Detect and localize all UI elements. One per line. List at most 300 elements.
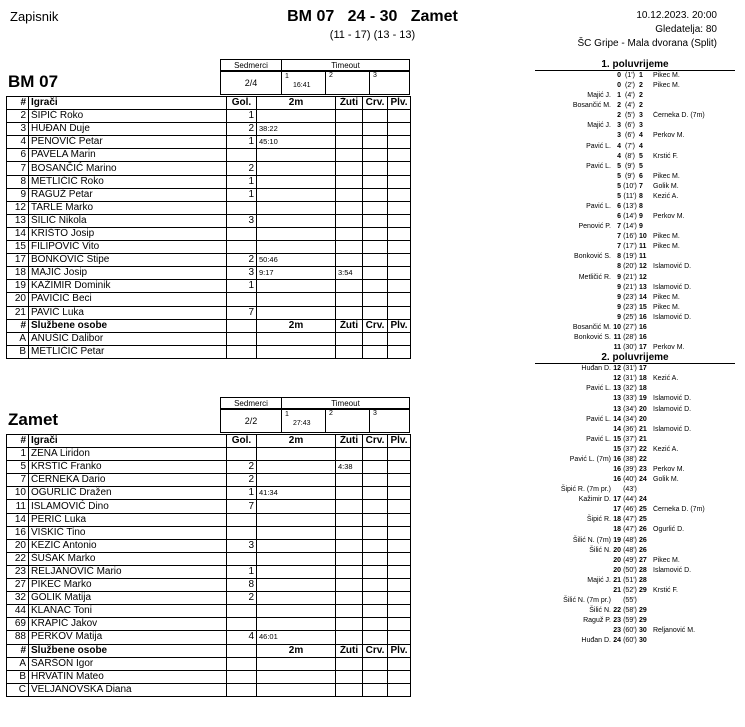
away-scorer: Ogurlić D.: [653, 526, 685, 534]
away-score: 17: [639, 344, 647, 352]
away-scorer: [653, 515, 735, 525]
goal-event-row: [535, 455, 735, 465]
home-score: 14: [613, 415, 621, 423]
home-score: 9: [617, 313, 621, 321]
away-score: 18: [639, 375, 647, 383]
away-score: 26: [639, 536, 647, 544]
goals-header: [227, 644, 257, 657]
player-number: 5: [7, 461, 29, 474]
player-row: [7, 631, 411, 644]
away-scorer: [653, 455, 735, 465]
player-goals: 1: [227, 280, 257, 293]
goal-event-row: [535, 212, 735, 222]
event-minute: (23'): [623, 293, 637, 301]
player-row: [7, 136, 411, 149]
home-score: 18: [613, 516, 621, 524]
away-scorer: [653, 333, 735, 343]
player-yellow: [336, 110, 363, 123]
team2-name: Zamet: [8, 410, 59, 429]
goal-event-row: [535, 101, 735, 111]
player-row: [7, 618, 411, 631]
player-suspension: [257, 306, 336, 319]
player-yellow: [336, 474, 363, 487]
goal-event-row: [535, 262, 735, 272]
player-number: 88: [7, 631, 29, 644]
player-row: [7, 241, 411, 254]
away-score: 10: [639, 233, 647, 241]
player-red: [363, 448, 388, 461]
home-score: 5: [617, 192, 621, 200]
player-suspension: [257, 592, 336, 605]
sedmerci-label: Sedmerci: [221, 398, 282, 409]
event-minute: (23'): [623, 303, 637, 311]
team1-timeout-1: [282, 72, 326, 95]
goals-header: Gol.: [227, 435, 257, 448]
goal-event-row: [535, 495, 735, 505]
player-row: [7, 579, 411, 592]
player-goals: 2: [227, 461, 257, 474]
home-score: 12: [613, 375, 621, 383]
home-score: 15: [613, 435, 621, 443]
player-row: [7, 149, 411, 162]
officials-header: Službene osobe: [29, 319, 227, 332]
player-name: FILIPOVIĆ Vito: [29, 241, 227, 254]
goal-event-row: [535, 576, 735, 586]
player-suspension: [257, 474, 336, 487]
home-scorer: [535, 303, 613, 313]
player-name: BONKOVIĆ Stipe: [29, 254, 227, 267]
away-scorer: Perkov M.: [653, 344, 685, 352]
player-name: ČERNEKA Dario: [29, 474, 227, 487]
player-number: 12: [7, 201, 29, 214]
event-minute: (9'): [625, 162, 635, 170]
player-yellow: [336, 605, 363, 618]
player-yellow: [336, 254, 363, 267]
blue-header: Plv.: [388, 97, 411, 110]
player-number: 27: [7, 579, 29, 592]
player-blue: [388, 201, 411, 214]
player-name: PAVELA Marin: [29, 149, 227, 162]
player-blue: [388, 306, 411, 319]
home-scorer: Majić J.: [587, 576, 611, 584]
home-scorer: [535, 262, 613, 272]
goal-event-row: [535, 445, 735, 455]
official-cell: [336, 670, 363, 683]
player-red: [363, 605, 388, 618]
home-scorer: [535, 242, 613, 252]
player-blue: [388, 487, 411, 500]
home-score: 22: [613, 607, 621, 615]
away-scorer: [653, 364, 735, 374]
away-scorer: [653, 415, 735, 425]
home-score: 6: [617, 203, 621, 211]
event-minute: (20'): [623, 263, 637, 271]
player-number: 10: [7, 487, 29, 500]
official-cell: [363, 657, 388, 670]
home-score: 2: [617, 102, 621, 110]
away-scorer: Pikec M.: [653, 303, 680, 311]
event-minute: (6'): [625, 122, 635, 130]
away-score: 22: [639, 455, 647, 463]
player-row: [7, 267, 411, 280]
home-scorer: [535, 293, 613, 303]
goal-event-row: [535, 596, 735, 606]
match-title: BM 07 24 - 30 Zamet: [287, 8, 458, 25]
event-minute: (49'): [623, 556, 637, 564]
player-blue: [388, 526, 411, 539]
home-scorer: [535, 505, 613, 515]
home-score: 16: [613, 455, 621, 463]
player-number: 22: [7, 552, 29, 565]
player-row: [7, 474, 411, 487]
away-scorer: [653, 162, 735, 172]
player-row: [7, 487, 411, 500]
event-minute: (19'): [623, 253, 637, 261]
home-score: 17: [613, 496, 621, 504]
away-scorer: Pikec M.: [653, 233, 680, 241]
player-name: KRSTIĆ Franko: [29, 461, 227, 474]
goal-event-row: [535, 566, 735, 576]
away-scorer: Islamović D.: [653, 425, 692, 433]
red-header: Crv.: [363, 319, 388, 332]
official-cell: [388, 670, 411, 683]
event-minute: (31'): [623, 375, 637, 383]
player-yellow: 4:38: [336, 461, 363, 474]
player-red: [363, 267, 388, 280]
home-scorer: Šilić N.: [589, 546, 611, 554]
player-blue: [388, 500, 411, 513]
team2-timeout-3: 3: [370, 410, 410, 433]
player-number: 7: [7, 474, 29, 487]
player-row: [7, 526, 411, 539]
official-cell: [257, 670, 336, 683]
away-scorer: Pikec M.: [653, 82, 680, 90]
official-cell: [388, 683, 411, 696]
home-scorer: Bosančić M.: [572, 102, 611, 110]
player-yellow: [336, 136, 363, 149]
hash-header: #: [7, 97, 29, 110]
player-name: GOLIK Matija: [29, 592, 227, 605]
player-number: 23: [7, 565, 29, 578]
player-name: ŠIPIĆ Roko: [29, 110, 227, 123]
event-minute: (16'): [623, 233, 637, 241]
player-number: 3: [7, 123, 29, 136]
goal-event-row: [535, 384, 735, 394]
home-score: 14: [613, 425, 621, 433]
home-score: 15: [613, 445, 621, 453]
player-yellow: [336, 500, 363, 513]
players-header: Igrači: [29, 435, 227, 448]
red-header: Crv.: [363, 97, 388, 110]
away-scorer: [653, 323, 735, 333]
player-goals: 3: [227, 267, 257, 280]
player-red: [363, 110, 388, 123]
home-score: 4: [617, 142, 621, 150]
event-minute: (1'): [625, 72, 635, 79]
event-minute: (39'): [623, 465, 637, 473]
goal-event-row: [535, 313, 735, 323]
home-score: 13: [613, 385, 621, 393]
player-goals: 2: [227, 474, 257, 487]
player-number: 21: [7, 306, 29, 319]
player-row: [7, 539, 411, 552]
home-scorer: [535, 111, 613, 121]
blue-header: Plv.: [388, 319, 411, 332]
goals-header: [227, 319, 257, 332]
home-scorer: [535, 182, 613, 192]
roster-header-row: [7, 97, 411, 110]
event-minute: (47'): [623, 516, 637, 524]
player-row: [7, 175, 411, 188]
player-suspension: [257, 241, 336, 254]
player-name: VISKIĆ Tino: [29, 526, 227, 539]
players-header: Igrači: [29, 97, 227, 110]
goal-event-row: [535, 485, 735, 495]
player-row: [7, 280, 411, 293]
goal-event-row: [535, 556, 735, 566]
away-score: 30: [639, 637, 647, 645]
player-blue: [388, 579, 411, 592]
away-score: 21: [639, 425, 647, 433]
player-suspension: 50:46: [257, 254, 336, 267]
player-suspension: [257, 552, 336, 565]
home-scorer: Pavić L.: [586, 142, 611, 150]
goal-event-row: [535, 394, 735, 404]
event-minute: (6'): [625, 132, 635, 140]
player-suspension: [257, 461, 336, 474]
home-scorer: [535, 405, 613, 415]
player-name: PIKEC Marko: [29, 579, 227, 592]
official-cell: [227, 657, 257, 670]
player-blue: [388, 175, 411, 188]
home-score: 21: [613, 586, 621, 594]
player-name: RAGUŽ Petar: [29, 188, 227, 201]
event-minute: (50'): [623, 566, 637, 574]
event-minute: (58'): [623, 607, 637, 615]
hash-header: #: [7, 319, 29, 332]
goal-event-row: [535, 465, 735, 475]
player-blue: [388, 474, 411, 487]
goal-event-row: [535, 616, 735, 626]
player-row: [7, 293, 411, 306]
team2-header-labels: [220, 397, 410, 409]
official-name: HRVATIN Mateo: [29, 670, 227, 683]
home-score: 7: [617, 243, 621, 251]
away-scorer: Pikec M.: [653, 556, 680, 564]
player-name: TARLE Marko: [29, 201, 227, 214]
player-red: [363, 254, 388, 267]
player-row: [7, 254, 411, 267]
player-red: [363, 552, 388, 565]
player-name: KRAPIĆ Jakov: [29, 618, 227, 631]
player-goals: [227, 448, 257, 461]
home-score: [613, 596, 621, 606]
away-scorer: [653, 576, 735, 586]
event-minute: (4'): [625, 92, 635, 100]
home-score: 5: [617, 182, 621, 190]
goal-event-row: [535, 606, 735, 616]
player-blue: [388, 110, 411, 123]
away-scorer: Golik M.: [653, 182, 679, 190]
away-score: 11: [639, 253, 647, 261]
player-goals: [227, 149, 257, 162]
away-score: 18: [639, 385, 647, 393]
away-scorer: [653, 121, 735, 131]
away-score: 4: [639, 142, 643, 150]
away-scorer: [653, 616, 735, 626]
event-minute: (2'): [625, 82, 635, 90]
player-number: 20: [7, 539, 29, 552]
team2-sedmerci: 2/2: [221, 410, 282, 433]
player-goals: [227, 241, 257, 254]
player-yellow: [336, 631, 363, 644]
document-label: Zapisnik: [10, 9, 59, 24]
goal-event-row: [535, 586, 735, 596]
goal-event-row: [535, 333, 735, 343]
player-blue: [388, 214, 411, 227]
official-name: VELJANOVSKA Diana: [29, 683, 227, 696]
away-score: 2: [639, 102, 643, 110]
home-scorer: [535, 445, 613, 455]
player-goals: [227, 293, 257, 306]
player-red: [363, 188, 388, 201]
away-score: 1: [639, 72, 643, 79]
event-minute: (44'): [623, 496, 637, 504]
event-minute: (5'): [625, 112, 635, 120]
home-scorer: [535, 425, 613, 435]
event-minute: (25'): [623, 313, 637, 321]
away-scorer: Reljanović M.: [653, 627, 696, 635]
player-row: [7, 513, 411, 526]
goal-event-row: [535, 374, 735, 384]
player-suspension: [257, 162, 336, 175]
team1-timeout-3: 3: [370, 72, 410, 95]
player-blue: [388, 448, 411, 461]
home-scorer: Pavić L.: [586, 385, 611, 393]
away-score: 3: [639, 122, 643, 130]
home-score: 13: [613, 395, 621, 403]
away-scorer: Pikec M.: [653, 293, 680, 301]
player-yellow: [336, 175, 363, 188]
player-suspension: 9:17: [257, 267, 336, 280]
away-score: 29: [639, 586, 647, 594]
home-score: 9: [617, 293, 621, 301]
player-suspension: [257, 605, 336, 618]
home-scorer: [535, 152, 613, 162]
away-score: 8: [639, 203, 643, 211]
away-scorer: [653, 273, 735, 283]
goal-event-row: [535, 425, 735, 435]
player-name: PERKOV Matija: [29, 631, 227, 644]
event-minute: (27'): [623, 323, 637, 331]
goal-event-row: [535, 121, 735, 131]
sedmerci-label: Sedmerci: [221, 60, 282, 71]
official-name: SARŠON Igor: [29, 657, 227, 670]
home-scorer: Bosančić M.: [572, 323, 611, 331]
away-scorer: Islamović D.: [653, 263, 692, 271]
home-score: [613, 485, 621, 495]
away-scorer: Kezić A.: [653, 375, 679, 383]
player-suspension: [257, 539, 336, 552]
player-name: RELJANOVIĆ Mario: [29, 565, 227, 578]
blue-header: Plv.: [388, 435, 411, 448]
event-minute: (48'): [623, 546, 637, 554]
event-minute: (33'): [623, 395, 637, 403]
home-score: 23: [613, 627, 621, 635]
player-row: [7, 565, 411, 578]
official-cell: [336, 345, 363, 358]
home-scorer: [535, 566, 613, 576]
player-suspension: [257, 188, 336, 201]
away-score: 25: [639, 516, 647, 524]
official-cell: [336, 332, 363, 345]
home-scorer: Majić J.: [587, 92, 611, 100]
official-cell: [336, 683, 363, 696]
event-minute: (9'): [625, 172, 635, 180]
away-score: 5: [639, 152, 643, 160]
player-suspension: 46:01: [257, 631, 336, 644]
goal-event-row: [535, 111, 735, 121]
team1-roster-table: [6, 96, 411, 359]
player-number: 14: [7, 227, 29, 240]
official-cell: [388, 345, 411, 358]
yellow-header: Žuti: [336, 644, 363, 657]
player-blue: [388, 280, 411, 293]
player-red: [363, 306, 388, 319]
goal-event-row: [535, 232, 735, 242]
home-score: 5: [617, 172, 621, 180]
goal-event-row: [535, 636, 735, 646]
event-minute: (28'): [623, 334, 637, 342]
home-scorer: Šipić R. (7m pr.): [560, 486, 611, 494]
away-scorer: Perkov M.: [653, 465, 685, 473]
player-goals: 7: [227, 306, 257, 319]
event-minute: (55'): [623, 596, 637, 604]
away-scorer: Krstić F.: [653, 152, 678, 160]
player-yellow: [336, 149, 363, 162]
roster-header-row: [7, 435, 411, 448]
away-score: 12: [639, 263, 647, 271]
player-blue: [388, 149, 411, 162]
event-minute: (38'): [623, 455, 637, 463]
goal-event-row: [535, 293, 735, 303]
away-scorer: Islamović D.: [653, 566, 692, 574]
home-scorer: Šipić R.: [586, 516, 611, 524]
home-score: 20: [613, 546, 621, 554]
official-cell: [257, 332, 336, 345]
player-suspension: [257, 293, 336, 306]
away-scorer: Kezić A.: [653, 192, 679, 200]
red-header: Crv.: [363, 435, 388, 448]
player-red: [363, 162, 388, 175]
player-red: [363, 513, 388, 526]
player-number: 4: [7, 136, 29, 149]
home-scorer: [535, 212, 613, 222]
home-score: 9: [617, 283, 621, 291]
player-red: [363, 280, 388, 293]
away-scorer: Islamović D.: [653, 313, 692, 321]
home-scorer: [535, 475, 613, 485]
player-blue: [388, 227, 411, 240]
player-row: [7, 201, 411, 214]
event-minute: (40'): [623, 476, 637, 484]
official-cell: [363, 332, 388, 345]
event-minute: (8'): [625, 152, 635, 160]
away-scorer: Islamović D.: [653, 283, 692, 291]
player-goals: 8: [227, 579, 257, 592]
home-score: 23: [613, 617, 621, 625]
player-blue: [388, 136, 411, 149]
